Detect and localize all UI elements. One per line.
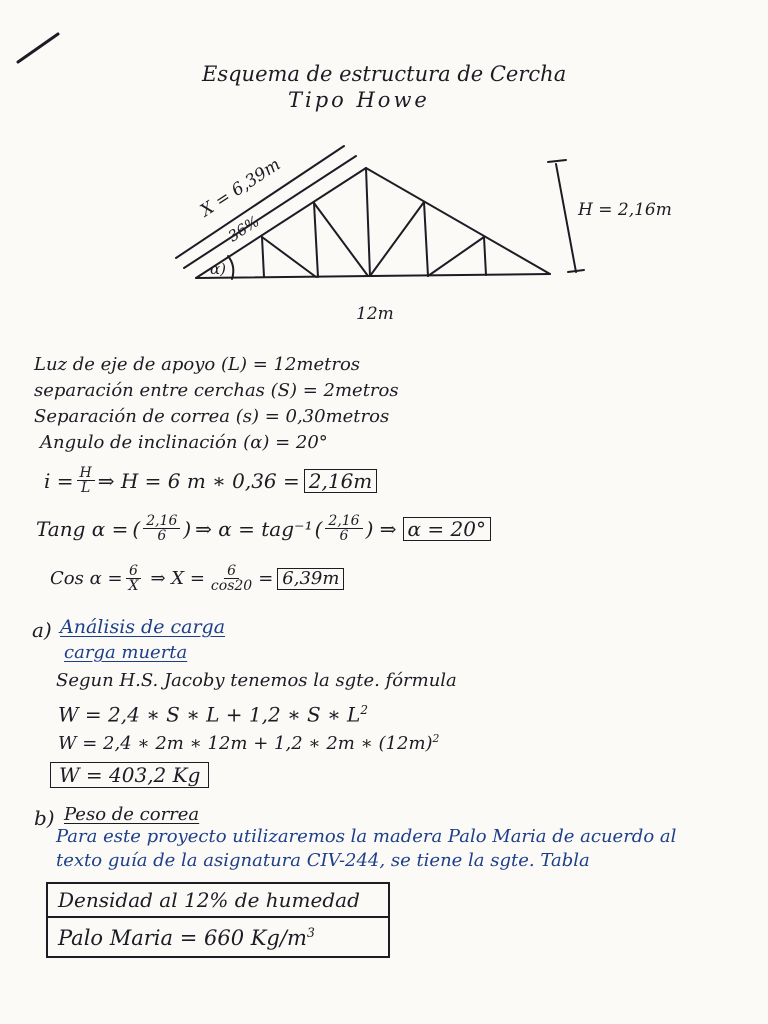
section-b-label: b) xyxy=(34,806,55,830)
section-b-text-line1: Para este proyecto utilizaremos la madera Palo Maria de acuerdo al xyxy=(56,826,677,847)
slope-percent-label: 36% xyxy=(224,212,263,246)
given-angle: Angulo de inclinación (α) = 20° xyxy=(40,432,328,453)
given-purlin-spacing: Separación de correa (s) = 0,30metros xyxy=(34,406,390,427)
page-title: Esquema de estructura de Cercha xyxy=(202,62,567,86)
height-result-box: 2,16m xyxy=(304,469,378,493)
given-span: Luz de eje de apoyo (L) = 12metros xyxy=(34,354,361,375)
section-b-text-line2: texto guía de la asignatura CIV-244, se tiene la sgte. Tabla xyxy=(56,850,590,871)
jacoby-formula: W = 2,4 ∗ S ∗ L + 1,2 ∗ S ∗ $L^2$ xyxy=(58,702,368,727)
tangent-equation: Tang α = ( $\frac{2,16}{6}$ ) ⇒ α = tag⁻¹ ( $\frac{2,16}{6}$ ) ⇒ α = 20° xyxy=(36,514,491,543)
fraction-h-over-l: $\frac{H}{L}$ xyxy=(77,466,95,495)
density-table-header: Densidad al 12% de humedad xyxy=(47,883,389,917)
section-a-subtitle: carga muerta xyxy=(64,642,188,663)
density-table xyxy=(46,882,390,958)
density-table-row: Palo Maria = 660 $Kg/m^3$ xyxy=(47,917,389,957)
given-truss-spacing: separación entre cerchas (S) = 2metros xyxy=(34,380,399,401)
page-subtitle: Tipo Howe xyxy=(288,88,430,112)
howe-truss-diagram xyxy=(0,0,768,340)
slope-length-label: X = 6,39m xyxy=(196,154,285,222)
section-b-title: Peso de correa xyxy=(64,804,200,825)
section-a-intro: Segun H.S. Jacoby tenemos la sgte. fórmula xyxy=(56,670,457,691)
jacoby-substitution: W = 2,4 ∗ 2m ∗ 12m + 1,2 ∗ 2m ∗ $(12m)^2$ xyxy=(58,732,440,754)
angle-result-box: α = 20° xyxy=(403,517,491,541)
length-result-box: 6,39m xyxy=(277,568,344,590)
height-label: H = 2,16m xyxy=(578,200,672,220)
span-label: 12m xyxy=(356,304,394,324)
dead-load-result-box: W = 403,2 Kg xyxy=(50,762,209,788)
angle-label: α) xyxy=(210,260,226,278)
section-a-label: a) xyxy=(32,618,52,642)
section-a-title: Análisis de carga xyxy=(60,616,226,638)
slope-equation: i = $\frac{H}{L}$ ⇒ H = 6 m ∗ 0,36 = 2,16m xyxy=(44,466,377,495)
cosine-equation: Cos α = $\frac{6}{X}$ ⇒ X = $\frac{6}{\cos 20}$ = 6,39m xyxy=(50,564,344,593)
